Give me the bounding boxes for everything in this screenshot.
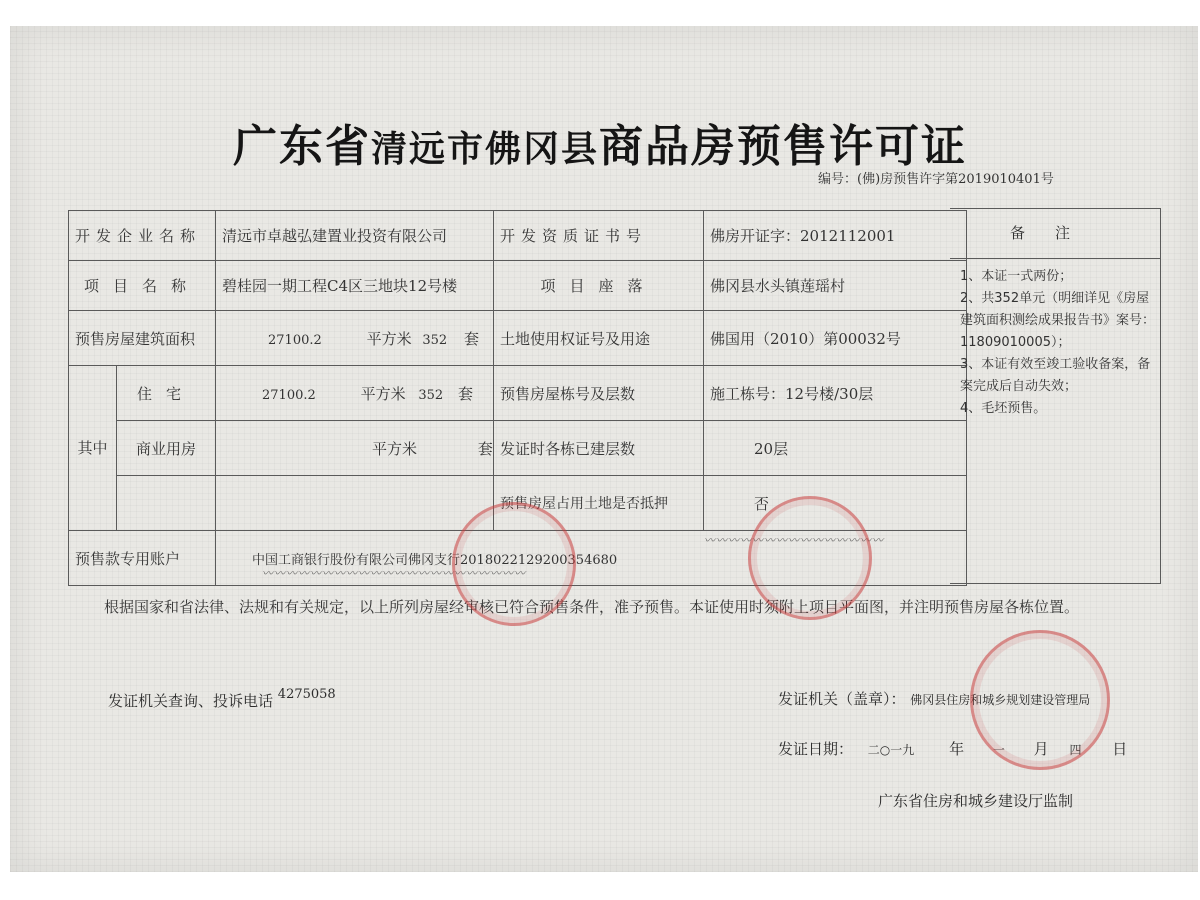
residential-area-unit: 平方米 xyxy=(360,384,406,403)
land-value: 佛国用（2010）第00032号 xyxy=(704,311,967,366)
handwritten-note-bank: 〰〰〰〰〰〰〰〰〰〰〰〰〰〰〰 xyxy=(704,534,884,547)
building-value: 施工栋号：12号楼/30层 xyxy=(704,366,967,421)
presale-area-label: 预售房屋建筑面积 xyxy=(69,311,216,366)
date-month-char: 月 xyxy=(1033,740,1049,758)
date-label: 发证日期： xyxy=(778,740,854,758)
building-label: 预售房屋栋号及层数 xyxy=(494,366,704,421)
location-value: 佛冈县水头镇莲瑶村 xyxy=(704,261,967,311)
account-label: 预售款专用账户 xyxy=(69,531,216,586)
phone-value: 4275058 xyxy=(277,687,336,702)
authority-label: 发证机关（盖章）： xyxy=(778,690,906,708)
location-label: 项目座落 xyxy=(494,261,704,311)
built-floors-label: 发证时各栋已建层数 xyxy=(494,421,704,476)
date-day: 四 xyxy=(1069,743,1082,757)
land-label: 土地使用权证号及用途 xyxy=(494,311,704,366)
built-floors-cell xyxy=(704,421,967,476)
remarks-section xyxy=(950,196,1164,576)
residential-sets-value: 352 xyxy=(418,387,444,403)
developer-label: 开发企业名称 xyxy=(69,211,216,261)
authority-value: 佛冈县住房和城乡规划建设管理局 xyxy=(910,693,1091,707)
presale-sets-unit: 套 xyxy=(463,329,479,348)
phone-label: 发证机关查询、投诉电话 xyxy=(108,692,274,710)
serial-number: 编号：(佛)房预售许字第2019010401号 xyxy=(818,172,1054,187)
residential-label: 住宅 xyxy=(117,366,216,421)
remarks-label: 备注 xyxy=(950,208,1160,259)
date-day-char: 日 xyxy=(1112,740,1128,758)
handwritten-note-account: 〰〰〰〰〰〰〰〰〰〰〰〰〰〰〰〰〰〰〰〰〰〰 xyxy=(262,567,526,580)
title-city-county: 清远市佛冈县 xyxy=(370,129,599,170)
presale-area-cell xyxy=(216,311,494,366)
red-seal-stamp-2 xyxy=(748,496,872,620)
presale-area-value: 27100.2 xyxy=(268,332,322,348)
red-seal-stamp-1 xyxy=(452,502,576,626)
date-year: 二○一九 xyxy=(867,743,915,757)
commercial-area-unit: 平方米 xyxy=(372,439,418,458)
approval-statement: 根据国家和省法律、法规和有关规定，以上所列房屋经审核已符合预售条件，准予预售。本证使用时须附上项目平面图，并注明预售房屋各栋位置。 xyxy=(104,598,1080,616)
blank-cell-1 xyxy=(117,476,216,531)
residential-area-value: 27100.2 xyxy=(262,387,316,403)
account-value: 中国工商银行股份有限公司佛冈支行2018022129200354680 xyxy=(252,552,618,568)
title-province: 广东省 xyxy=(232,121,371,172)
page-title xyxy=(0,110,1200,174)
mortgage-label: 预售房屋占用土地是否抵押 xyxy=(494,476,704,531)
date-month: 一 xyxy=(992,743,1005,757)
remarks-text: 1、本证一式两份； 2、共352单元（明细详见《房屋建筑面积测绘成果报告书》案号：11809010005）； 3、本证有效至竣工验收备案，备案完成后自动失效； 4、毛坯预售。 xyxy=(960,269,1156,416)
supervisor-line: 广东省住房和城乡建设厅监制 xyxy=(878,792,1074,810)
project-value: 碧桂园一期工程C4区三地块12号楼 xyxy=(216,261,494,311)
built-floors-value: 20层 xyxy=(754,439,789,458)
commercial-label: 商业用房 xyxy=(117,421,216,476)
residential-sets-unit: 套 xyxy=(457,384,473,403)
developer-value: 清远市卓越弘建置业投资有限公司 xyxy=(216,211,494,261)
qualification-label: 开发资质证书号 xyxy=(494,211,704,261)
phone-row xyxy=(108,687,336,711)
mortgage-value: 否 xyxy=(754,494,770,513)
presale-sets-value: 352 xyxy=(422,332,448,348)
date-year-char: 年 xyxy=(949,740,965,758)
residential-cell xyxy=(216,366,494,421)
commercial-sets-unit: 套 xyxy=(477,439,493,458)
title-document-type: 商品房预售许可证 xyxy=(599,121,967,172)
blank-cell-2 xyxy=(216,476,494,531)
project-label: 项目名称 xyxy=(69,261,216,311)
qualification-value: 佛房开证字：2012112001 xyxy=(704,211,967,261)
commercial-cell xyxy=(216,421,494,476)
red-seal-stamp-authority xyxy=(970,630,1110,770)
presale-area-unit: 平方米 xyxy=(366,329,412,348)
among-label: 其中 xyxy=(69,366,117,531)
